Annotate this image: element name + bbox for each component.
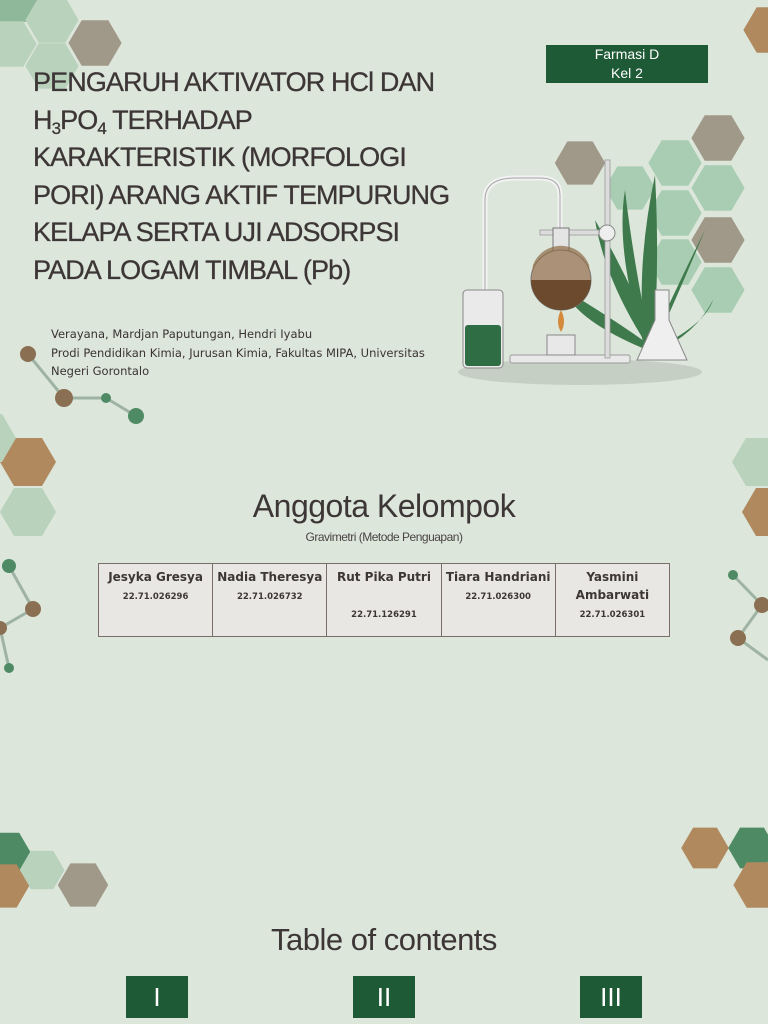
member-cell — [555, 564, 669, 637]
badge-group-label: Kel 2 — [611, 65, 643, 81]
toc-item-3-button[interactable]: III — [580, 976, 642, 1018]
hexagon-cluster-bottom-right — [681, 828, 768, 908]
member-name: Yasmini Ambarwati — [575, 570, 650, 602]
authors-block — [51, 325, 451, 381]
member-cell — [213, 564, 327, 637]
round-flask-icon — [531, 228, 591, 310]
member-cell — [99, 564, 213, 637]
beaker-icon — [463, 290, 503, 368]
members-section-title: Anggota Kelompok — [252, 488, 516, 524]
title-line-1: PENGARUH AKTIVATOR HCl DAN — [33, 67, 435, 97]
title-line-2 — [33, 104, 252, 138]
toc-item-1-button[interactable]: I — [126, 976, 188, 1018]
member-id: 22.71.026301 — [579, 610, 646, 620]
member-name: Jesyka Gresya — [108, 570, 203, 584]
member-name: Rut Pika Putri — [336, 570, 431, 584]
molecule-left-middle — [0, 559, 41, 673]
member-id: 22.71.026732 — [236, 592, 303, 602]
title-terhadap: TERHADAP — [105, 104, 252, 135]
title-line-3: KARAKTERISTIK (MORFOLOGI — [33, 142, 406, 172]
title-line-6: PADA LOGAM TIMBAL (Pb) — [33, 254, 351, 285]
title-line-5: KELAPA SERTA UJI ADSORPSI — [33, 217, 400, 247]
author-affiliation: Prodi Pendidikan Kimia, Jurusan Kimia, Fakultas MIPA, Universitas Negeri Gorontalo — [51, 345, 425, 378]
member-cell — [441, 564, 555, 637]
member-id: 22.71.126291 — [351, 610, 417, 620]
molecule-right-middle — [728, 570, 768, 660]
author-names: Verayana, Mardjan Paputungan, Hendri Iyabu — [51, 327, 313, 341]
table-row — [99, 564, 670, 637]
members-table — [98, 563, 670, 637]
hexagon-cluster-bottom-left — [0, 833, 108, 908]
title-h: H — [33, 104, 52, 135]
member-id: 22.71.026300 — [465, 592, 531, 602]
page-title — [33, 64, 503, 289]
member-cell — [327, 564, 441, 637]
members-section-subtitle: Gravimetri (Metode Penguapan) — [305, 530, 463, 544]
toc-item-2-button[interactable]: II — [353, 976, 415, 1018]
title-sub-4: 4 — [97, 118, 106, 138]
badge-class-label: Farmasi D — [594, 46, 660, 62]
member-id: 22.71.026296 — [122, 592, 189, 602]
title-sub-3: 3 — [51, 118, 61, 138]
toc-title: Table of contents — [271, 922, 497, 957]
burner-icon — [547, 310, 575, 355]
member-name: Nadia Theresya — [217, 570, 323, 584]
title-line-4: PORI) ARANG AKTIF TEMPURUNG — [33, 179, 450, 210]
class-group-badge — [546, 45, 708, 83]
member-name: Tiara Handriani — [445, 570, 551, 584]
title-po: PO — [60, 104, 98, 135]
